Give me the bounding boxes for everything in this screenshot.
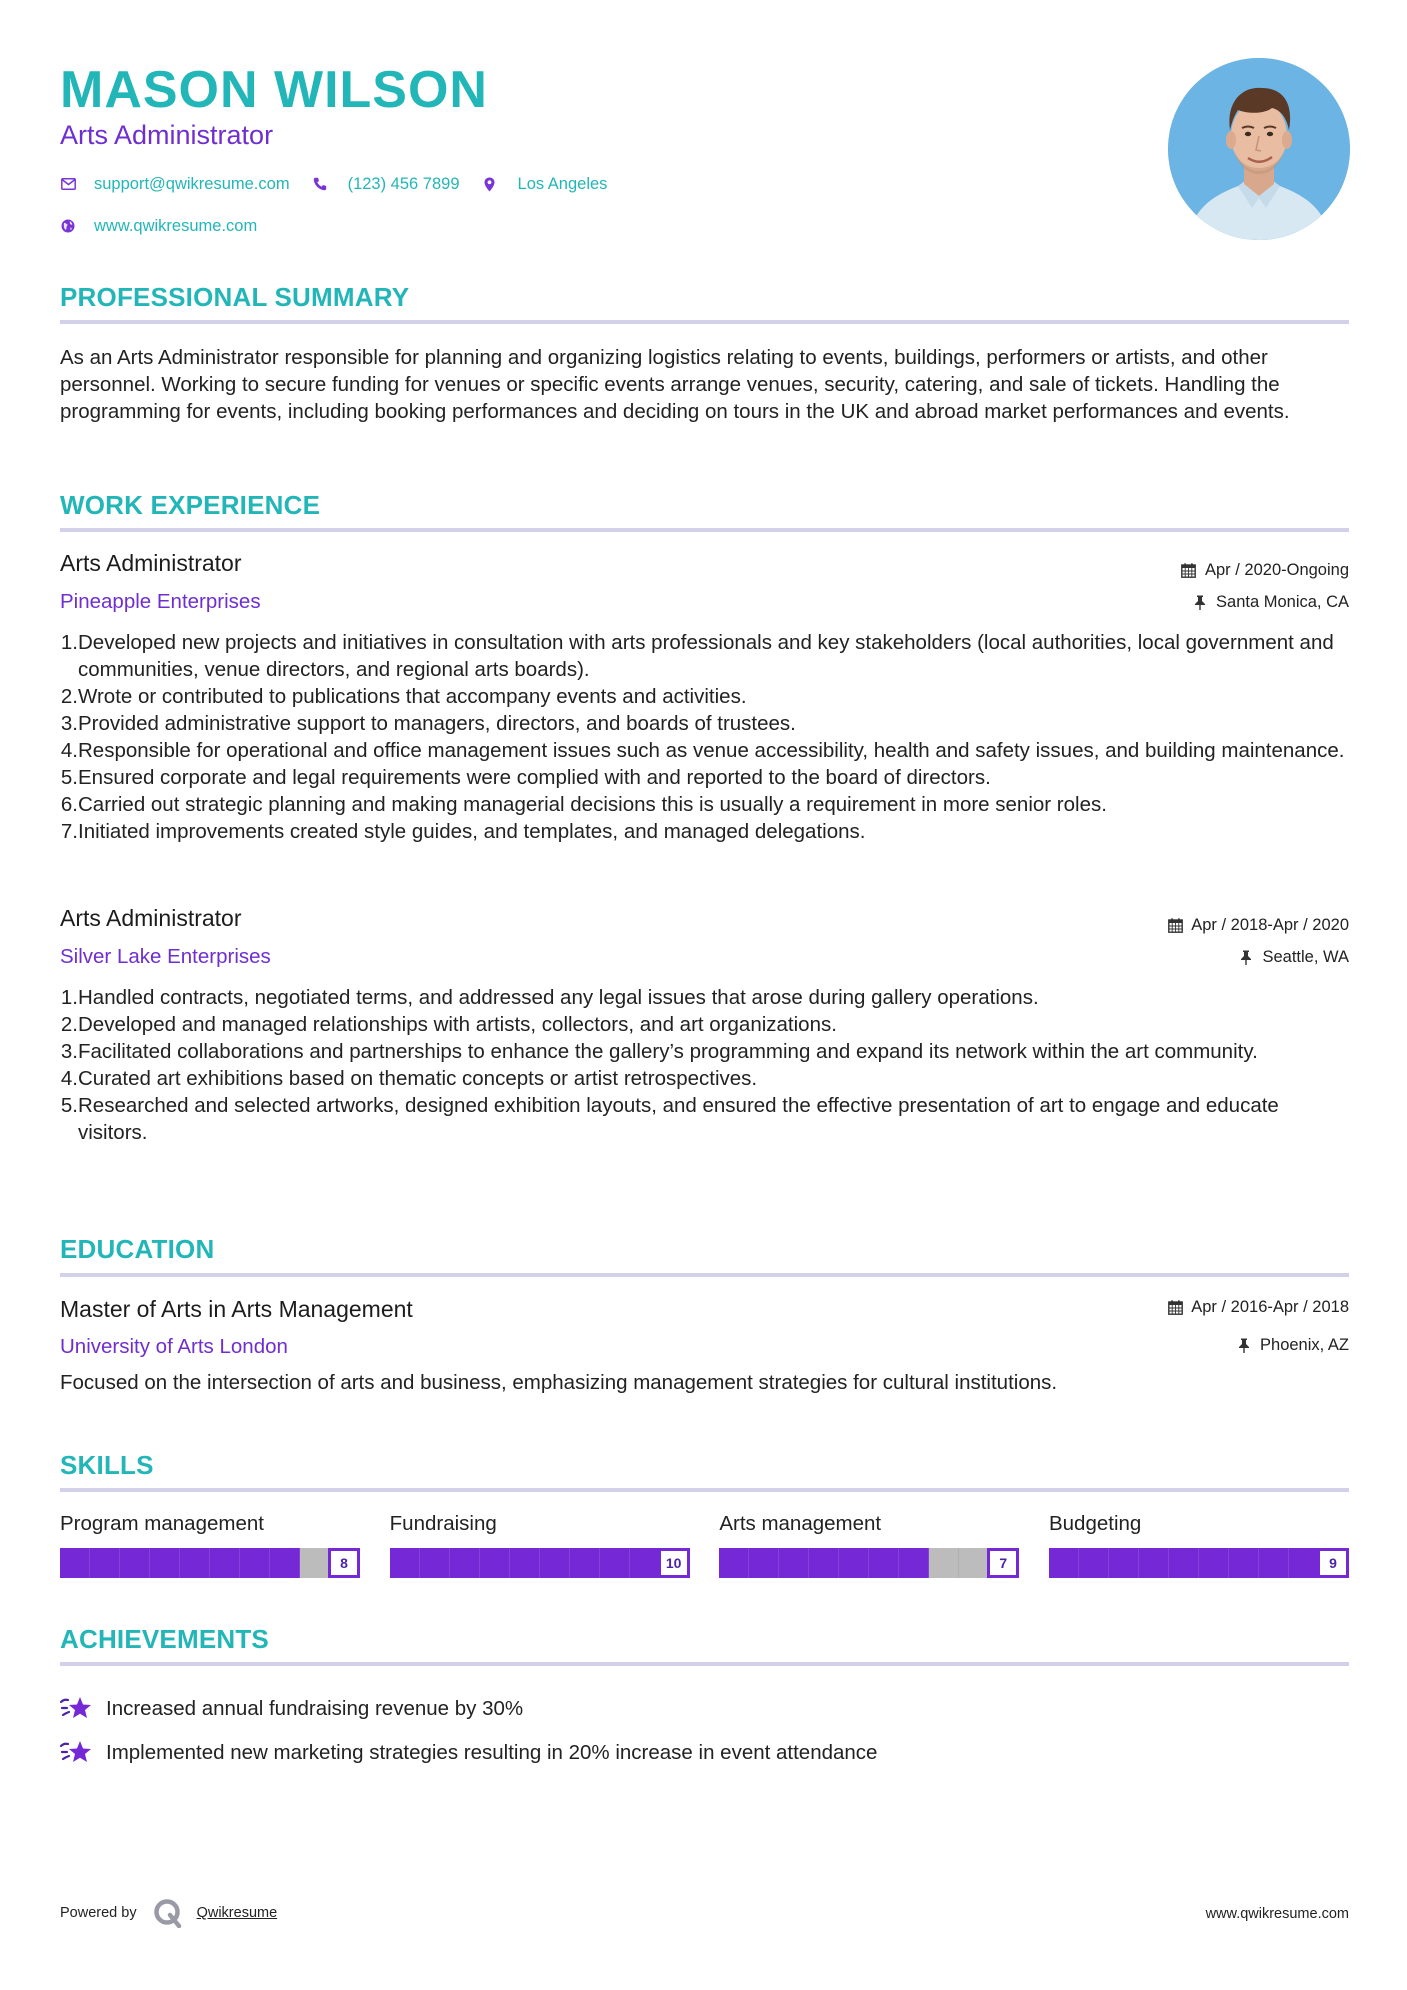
list-item: 4. Responsible for operational and office management issues such as venue accessibility, health and safety issues, and building maintenance. bbox=[60, 739, 1345, 762]
section-heading-education: EDUCATION bbox=[60, 1234, 215, 1264]
skill-segment bbox=[959, 1548, 989, 1578]
skill-name: Program management bbox=[60, 1512, 264, 1535]
skill-score: 9 bbox=[1317, 1548, 1349, 1578]
list-item: 2. Wrote or contributed to publications that accompany events and activities. bbox=[60, 685, 747, 708]
phone-text[interactable]: (123) 456 7899 bbox=[347, 175, 460, 193]
profile-photo bbox=[1168, 58, 1350, 240]
website-text[interactable]: www.qwikresume.com bbox=[94, 217, 258, 235]
skill-score: 10 bbox=[658, 1548, 690, 1578]
skill-item bbox=[1049, 1510, 1349, 1578]
skill-segment bbox=[60, 1548, 90, 1578]
job-company: Pineapple Enterprises bbox=[60, 590, 261, 613]
skill-segment bbox=[90, 1548, 120, 1578]
summary-text: As an Arts Administrator responsible for planning and organizing logistics relating to events, buildings, performers or artists, and other personnel. Working to secure funding for venues or specific events arrange venues, security, catering, and sale of tickets. Handling the programming for events, including booking performances and deciding on tours in the UK and abroad market performances and events. bbox=[60, 346, 1290, 423]
qwikresume-link[interactable]: Qwikresume bbox=[196, 1905, 278, 1921]
footer-powered-by bbox=[60, 1898, 277, 1928]
skill-name: Budgeting bbox=[1048, 1512, 1142, 1535]
location-text: Los Angeles bbox=[517, 175, 608, 193]
skill-segment bbox=[929, 1548, 959, 1578]
achievements-list bbox=[60, 1686, 877, 1774]
skill-segment bbox=[240, 1548, 270, 1578]
job-location-text: Santa Monica, CA bbox=[1216, 593, 1349, 611]
skill-segment bbox=[1049, 1548, 1079, 1578]
phone-icon bbox=[312, 176, 328, 192]
skill-segment bbox=[1169, 1548, 1199, 1578]
section-divider bbox=[60, 1488, 1349, 1492]
job-dates-text: Apr / 2018-Apr / 2020 bbox=[1191, 916, 1349, 934]
skill-segment bbox=[210, 1548, 240, 1578]
skill-segment bbox=[630, 1548, 660, 1578]
skill-rating-bar bbox=[719, 1548, 1019, 1578]
skill-name: Fundraising bbox=[389, 1512, 497, 1535]
globe-icon bbox=[60, 218, 76, 234]
skill-rating-bar bbox=[60, 1548, 360, 1578]
skill-segment bbox=[600, 1548, 630, 1578]
skill-segment bbox=[570, 1548, 600, 1578]
skill-segment bbox=[180, 1548, 210, 1578]
email-text[interactable]: support@qwikresume.com bbox=[94, 175, 290, 193]
map-marker-icon bbox=[482, 176, 498, 192]
skill-segment bbox=[1199, 1548, 1229, 1578]
calendar-icon bbox=[1167, 917, 1183, 933]
skill-segment bbox=[150, 1548, 180, 1578]
list-item: 3. Facilitated collaborations and partnerships to enhance the gallery’s programming and expand its network within the art community. bbox=[60, 1040, 1258, 1063]
job-title: Arts Administrator bbox=[60, 550, 242, 576]
school-name: University of Arts London bbox=[60, 1335, 288, 1358]
skill-segment bbox=[869, 1548, 899, 1578]
list-item: 6. Carried out strategic planning and making managerial decisions this is usually a requirement in more senior roles. bbox=[60, 793, 1107, 816]
job-location bbox=[1238, 946, 1349, 968]
list-item: 1. Handled contracts, negotiated terms, and addressed any legal issues that arose during gallery operations. bbox=[60, 986, 1039, 1009]
job-bullets bbox=[60, 629, 1349, 845]
contact-row bbox=[60, 173, 629, 195]
job-company: Silver Lake Enterprises bbox=[60, 945, 271, 968]
skill-segment bbox=[1229, 1548, 1259, 1578]
skill-score: 7 bbox=[987, 1548, 1019, 1578]
list-item: 2. Developed and managed relationships with artists, collectors, and art organizations. bbox=[60, 1013, 837, 1036]
shooting-star-icon bbox=[60, 1738, 94, 1766]
contact-location bbox=[482, 173, 608, 195]
skill-segment bbox=[120, 1548, 150, 1578]
section-divider bbox=[60, 320, 1349, 324]
education-location bbox=[1236, 1334, 1349, 1356]
education-description: Focused on the intersection of arts and business, emphasizing management strategies for cultural institutions. bbox=[60, 1371, 1058, 1394]
job-location bbox=[1192, 591, 1349, 613]
degree-title: Master of Arts in Arts Management bbox=[60, 1296, 413, 1322]
achievement-text: Increased annual fundraising revenue by 30% bbox=[106, 1696, 524, 1720]
education-location-text: Phoenix, AZ bbox=[1260, 1336, 1349, 1354]
skill-segment bbox=[1109, 1548, 1139, 1578]
envelope-icon bbox=[60, 176, 76, 192]
skill-rating-bar bbox=[1049, 1548, 1349, 1578]
skill-segment bbox=[899, 1548, 929, 1578]
skill-segment bbox=[300, 1548, 330, 1578]
skill-segment bbox=[420, 1548, 450, 1578]
list-item: 5. Ensured corporate and legal requirements were complied with and reported to the board of directors. bbox=[60, 766, 991, 789]
skill-rating-bar bbox=[390, 1548, 690, 1578]
calendar-icon bbox=[1167, 1299, 1183, 1315]
section-divider bbox=[60, 1273, 1349, 1277]
skill-segment bbox=[390, 1548, 420, 1578]
job-title: Arts Administrator bbox=[60, 905, 242, 931]
achievement-item bbox=[60, 1686, 877, 1730]
skill-segment bbox=[1259, 1548, 1289, 1578]
achievement-item bbox=[60, 1730, 877, 1774]
skill-segment bbox=[1289, 1548, 1319, 1578]
job-dates bbox=[1181, 559, 1349, 581]
achievement-text: Implemented new marketing strategies resulting in 20% increase in event attendance bbox=[106, 1740, 878, 1764]
list-item: 1. Developed new projects and initiatives in consultation with arts professionals and key stakeholders (local authorities, local government and communities, venue directors, and regional arts boards). bbox=[60, 631, 1334, 681]
section-heading-summary: PROFESSIONAL SUMMARY bbox=[60, 282, 410, 312]
list-item: 7. Initiated improvements created style guides, and templates, and managed delegations. bbox=[60, 820, 866, 843]
skill-score: 8 bbox=[328, 1548, 360, 1578]
skill-item bbox=[390, 1510, 690, 1578]
skill-segment bbox=[779, 1548, 809, 1578]
skill-segment bbox=[719, 1548, 749, 1578]
skill-segment bbox=[1139, 1548, 1169, 1578]
section-divider bbox=[60, 1662, 1349, 1666]
section-heading-experience: WORK EXPERIENCE bbox=[60, 490, 321, 520]
skill-segment bbox=[540, 1548, 570, 1578]
job-dates-text: Apr / 2020-Ongoing bbox=[1204, 561, 1349, 579]
job-dates bbox=[1167, 914, 1349, 936]
contact-row-2 bbox=[60, 215, 279, 237]
section-heading-skills: SKILLS bbox=[60, 1450, 154, 1480]
section-divider bbox=[60, 528, 1349, 532]
education-dates bbox=[1167, 1296, 1349, 1318]
skill-segment bbox=[450, 1548, 480, 1578]
job-location-text: Seattle, WA bbox=[1262, 948, 1349, 966]
list-item: 3. Provided administrative support to managers, directors, and boards of trustees. bbox=[60, 712, 796, 735]
job-bullets bbox=[60, 984, 1349, 1146]
skill-name: Arts management bbox=[719, 1512, 882, 1535]
candidate-name: MASON WILSON bbox=[60, 61, 488, 119]
skill-segment bbox=[270, 1548, 300, 1578]
skill-segment bbox=[1079, 1548, 1109, 1578]
contact-phone[interactable] bbox=[312, 173, 460, 195]
skill-segment bbox=[809, 1548, 839, 1578]
qwikresume-logo-icon bbox=[153, 1898, 183, 1928]
pushpin-icon bbox=[1192, 594, 1208, 610]
skill-segment bbox=[749, 1548, 779, 1578]
education-dates-text: Apr / 2016-Apr / 2018 bbox=[1191, 1298, 1349, 1316]
pushpin-icon bbox=[1238, 949, 1254, 965]
skills-list bbox=[60, 1510, 1349, 1578]
list-item: 5. Researched and selected artworks, designed exhibition layouts, and ensured the effective presentation of art to engage and educate visitors. bbox=[60, 1094, 1279, 1144]
skill-segment bbox=[510, 1548, 540, 1578]
skill-item bbox=[60, 1510, 360, 1578]
contact-website[interactable] bbox=[60, 215, 257, 237]
powered-by-label: Powered by bbox=[60, 1905, 137, 1921]
section-heading-achievements: ACHIEVEMENTS bbox=[60, 1624, 269, 1654]
calendar-icon bbox=[1181, 562, 1197, 578]
skill-segment bbox=[480, 1548, 510, 1578]
shooting-star-icon bbox=[60, 1694, 94, 1722]
skill-segment bbox=[839, 1548, 869, 1578]
skill-item bbox=[719, 1510, 1019, 1578]
candidate-title: Arts Administrator bbox=[60, 120, 274, 150]
contact-email[interactable] bbox=[60, 173, 290, 195]
pushpin-icon bbox=[1236, 1337, 1252, 1353]
list-item: 4. Curated art exhibitions based on thematic concepts or artist retrospectives. bbox=[60, 1067, 758, 1090]
footer-website[interactable]: www.qwikresume.com bbox=[1205, 1906, 1349, 1922]
